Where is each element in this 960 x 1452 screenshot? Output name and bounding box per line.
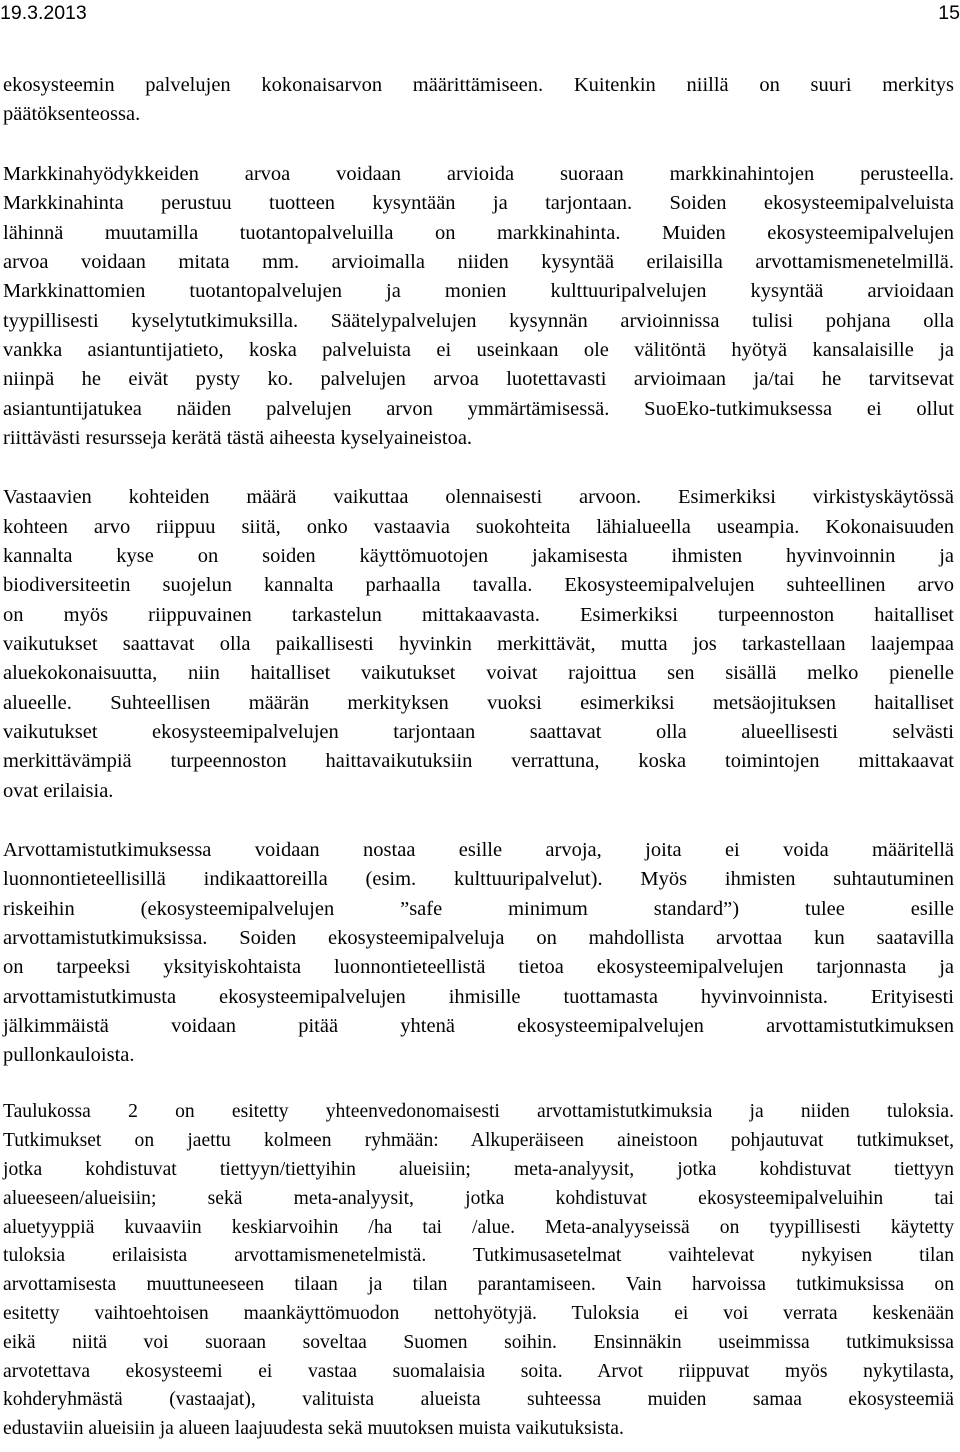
text-line: merkittävämpiä turpeennoston haittavaikutuksiin verrattuna, koska toimintojen mittakaavat — [3, 750, 954, 773]
header-date: 19.3.2013 — [0, 2, 87, 24]
text-line: jälkimmäistä voidaan pitää yhtenä ekosysteemipalvelujen arvottamistutkimuksen — [3, 1014, 954, 1037]
text-line: Arvottamistutkimuksessa voidaan nostaa esille arvoja, joita ei voida määritellä — [3, 839, 954, 862]
text-line: tuloksia erilaisista arvottamismenetelmistä. Tutkimusasetelmat vaihtelevat nykyisen tilan — [3, 1245, 954, 1267]
paragraph — [3, 71, 954, 130]
text-line: alueelle. Suhteellisen määrän merkityksen vuoksi esimerkiksi metsäojituksen haitalliset — [3, 691, 954, 714]
text-line: Markkinahinta perustuu tuotteen kysyntään ja tarjontaan. Soiden ekosysteemipalveluista — [3, 192, 954, 215]
page-header — [0, 2, 960, 26]
text-line: Vastaavien kohteiden määrä vaikuttaa olennaisesti arvoon. Esimerkiksi virkistyskäytössä — [3, 486, 954, 509]
text-line: ekosysteemin palvelujen kokonaisarvon määrittämiseen. Kuitenkin niillä on suuri merkitys — [3, 74, 954, 96]
text-line: arvottamistutkimusta ekosysteemipalvelujen ihmisille tuottamasta hyvinvoinnista. Erityisesti — [3, 985, 954, 1008]
text-line: Markkinahyödykkeiden arvoa voidaan arvioida suoraan markkinahintojen perusteella. — [3, 162, 954, 185]
text-line: vaikutukset ekosysteemipalvelujen tarjontaan saattavat olla alueellisesti selvästi — [3, 721, 954, 743]
text-line: ovat erilaisia. — [3, 779, 114, 802]
paragraph — [3, 1098, 954, 1444]
document-body — [3, 71, 954, 1444]
text-line: niinpä he eivät pysty ko. palvelujen arvoa luotettavasti arvioimaan ja/tai he tarvitsevat — [3, 368, 954, 391]
text-line: arvotettava ekosysteemi ei vastaa suomalaisia soita. Arvot riippuvat myös nykytilasta, — [3, 1360, 954, 1382]
text-line: kannalta kyse on soiden käyttömuotojen jakamisesta ihmisten hyvinvoinnin ja — [3, 544, 954, 567]
text-line: arvottamisesta muuttuneeseen tilaan ja tilan parantamiseen. Vain harvoissa tutkimuksissa on — [3, 1274, 954, 1296]
text-line: vankka asiantuntijatieto, koska palveluista ei useinkaan ole välitöntä hyötyä kansalaisille ja — [3, 338, 954, 361]
text-line: Markkinattomien tuotantopalvelujen ja monien kulttuuripalvelujen kysyntää arvioidaan — [3, 280, 954, 303]
text-line: pullonkauloista. — [3, 1044, 135, 1067]
text-line: arvoa voidaan mitata mm. arvioimalla niiden kysyntää erilaisilla arvottamismenetelmillä. — [3, 250, 954, 273]
text-line: eikä niitä voi suoraan soveltaa Suomen soihin. Ensinnäkin useimmissa tutkimuksissa — [3, 1331, 954, 1353]
text-line: Taulukossa 2 on esitetty yhteenvedonomaisesti arvottamistutkimuksia ja niiden tuloksia. — [3, 1101, 954, 1123]
text-line: päätöksenteossa. — [3, 103, 141, 126]
page-number: 15 — [938, 2, 960, 24]
text-line: aluetyyppiä kuvaaviin keskiarvoihin /ha tai /alue. Meta-analyyseissä on tyypillisesti käytetty — [3, 1216, 954, 1238]
text-line: riskeihin (ekosysteemipalvelujen ”safe minimum standard”) tulee esille — [3, 897, 954, 920]
text-line: lähinnä muutamilla tuotantopalveluilla on markkinahinta. Muiden ekosysteemipalvelujen — [3, 221, 954, 244]
text-line: jotka kohdistuvat tiettyyn/tiettyihin alueisiin; meta-analyysit, jotka kohdistuvat tiettyyn — [3, 1159, 954, 1180]
text-line: on myös riippuvainen tarkastelun mittakaavasta. Esimerkiksi turpeennoston haitalliset — [3, 603, 954, 626]
text-line: tyypillisesti kyselytutkimuksilla. Säätelypalvelujen kysynnän arvioinnissa tulisi pohjana olla — [3, 309, 954, 332]
text-line: Tutkimukset on jaettu kolmeen ryhmään: Alkuperäiseen aineistoon pohjautuvat tutkimukset, — [3, 1130, 954, 1152]
text-line: arvottamistutkimuksissa. Soiden ekosysteemipalveluja on mahdollista arvottaa kun saatavilla — [3, 926, 954, 949]
text-line: aluekokonaisuutta, niin haitalliset vaikutukset voivat rajoittua sen sisällä melko pienelle — [3, 662, 954, 685]
text-line: on tarpeeksi yksityiskohtaista luonnontieteellistä tietoa ekosysteemipalvelujen tarjonnasta ja — [3, 956, 954, 979]
text-line: esitetty vaihtoehtoisen maankäyttömuodon nettohyötyjä. Tuloksia ei voi verrata keskenään — [3, 1302, 954, 1324]
text-line: riittävästi resursseja kerätä tästä aiheesta kyselyaineistoa. — [3, 426, 473, 449]
text-line: kohderyhmästä (vastaajat), valituista alueista suhteessa muiden samaa ekosysteemiä — [3, 1389, 954, 1411]
text-line: asiantuntijatukea näiden palvelujen arvon ymmärtämisessä. SuoEko-tutkimuksessa ei ollut — [3, 397, 954, 420]
text-line: alueeseen/alueisiin; sekä meta-analyysit, jotka kohdistuvat ekosysteemipalveluihin tai — [3, 1187, 954, 1209]
paragraph — [3, 160, 954, 453]
text-line: vaikutukset saattavat olla paikallisesti hyvinkin merkittävät, mutta jos tarkastellaan laajempaa — [3, 632, 954, 655]
text-line: kohteen arvo riippuu siitä, onko vastaavia suokohteita lähialueella useampia. Kokonaisuuden — [3, 515, 954, 538]
paragraph — [3, 836, 954, 1070]
paragraph — [3, 483, 954, 806]
text-line: biodiversiteetin suojelun kannalta parhaalla tavalla. Ekosysteemipalvelujen suhteellinen arvo — [3, 574, 954, 597]
text-line: luonnontieteellisillä indikaattoreilla (esim. kulttuuripalvelut). Myös ihmisten suhtautuminen — [3, 868, 954, 891]
text-line: edustaviin alueisiin ja alueen laajuudesta sekä muutoksen muista vaikutuksista. — [3, 1418, 624, 1440]
